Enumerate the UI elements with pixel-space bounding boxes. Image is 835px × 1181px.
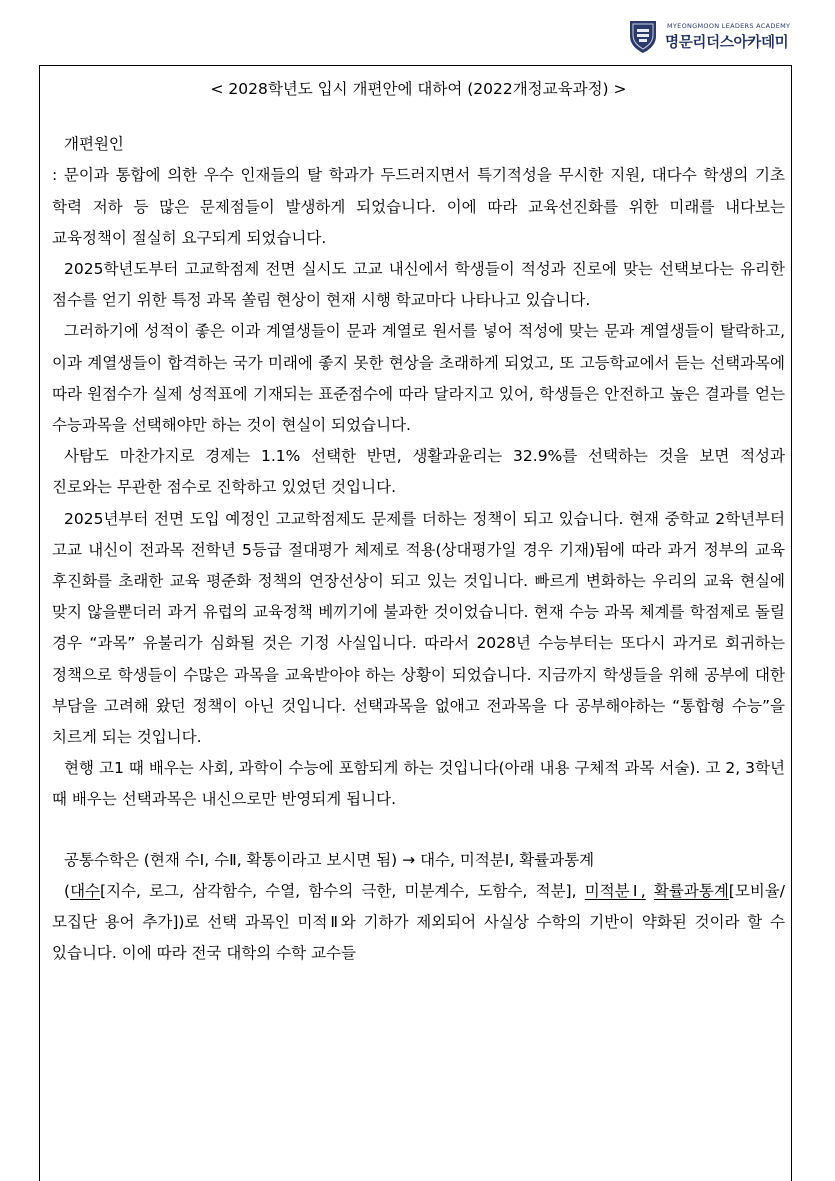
logo-name: 명문리더스아카데미 bbox=[665, 35, 789, 51]
section-heading: 개편원인 bbox=[64, 135, 124, 154]
logo-subtitle: MYEONGMOON LEADERS ACADEMY bbox=[667, 22, 791, 30]
paragraph: 사탐도 마찬가지로 경제는 1.1% 선택한 반면, 생활과윤리는 32.9%를 선택하는 것을 보면 적성과 진로와는 무관한 점수로 진학하고 있었던 것입니다. bbox=[52, 447, 785, 497]
algebra-detail: [지수, 로그, 삼각함수, 수열, 함수의 극한, 미분계수, 도함수, 적분], bbox=[100, 881, 585, 900]
spacer bbox=[52, 816, 785, 845]
paragraph: 2025년부터 전면 도입 예정인 고교학점제도 문제를 더하는 정책이 되고 있습니다. 현재 중학교 2학년부터 고교 내신이 전과목 전학년 5등급 절대평가 체제로 적용(상대평가일 경우 기재)됨에 따라 과거 정부의 교육 후진화를 초래한 교육 평준화 정책의 연장선상이 되고 있는 것입니다. 빠르게 변화하는 우리의 교육 현실에 맞지 않을뿐더러 과거 유럽의 교육정책 베끼기에 불과한 것이었습니다. 현재 수능 과목 체계를 학점제로 돌릴 경우 “과목” 유불리가 심화될 것은 기정 사실입니다. 따라서 2028년 수능부터는 또다시 과거로 회귀하는 정책으로 학생들이 수많은 과목을 교육받아야 하는 상황이 되었습니다. 지금까지 학생들을 위해 공부에 대한 부담을 고려해 왔던 정책이 아닌 것입니다. 선택과목을 없애고 전과목을 다 공부해야하는 “통합형 수능”을 치르게 되는 것입니다. bbox=[52, 509, 785, 747]
paragraph: 그러하기에 성적이 좋은 이과 계열생들이 문과 계열로 원서를 넣어 적성에 맞는 문과 계열생들이 탈락하고, 이과 계열생들이 합격하는 국가 미래에 좋지 못한 현상을 초래하게 되었고, 또 고등학교에서 듣는 선택과목에 따라 원점수가 실제 성적표에 기재되는 표준점수에 따라 달라지고 있어, 학생들은 안전하고 높은 결과를 얻는 수능과목을 선택해야만 하는 것이 현실이 되었습니다. bbox=[52, 322, 785, 435]
shield-logo-icon bbox=[627, 18, 659, 54]
math-paragraph bbox=[52, 876, 785, 970]
open-paren: ( bbox=[64, 881, 71, 900]
math-line: 공통수학은 (현재 수Ⅰ, 수Ⅱ, 확통이라고 보시면 됨) → 대수, 미적분Ⅰ, 확률과통계 bbox=[64, 850, 595, 869]
paragraph: : 문이과 통합에 의한 우수 인재들의 탈 학과가 두드러지면서 특기적성을 무시한 지원, 대다수 학생의 기초 학력 저하 등 많은 문제점들이 발생하게 되었습니다. 이에 따라 교육선진화를 위한 미래를 내다보는 교육정책이 절실히 요구되게 되었습니다. bbox=[52, 166, 785, 247]
calculus-term: 미적분Ⅰ, bbox=[584, 881, 646, 900]
document-body bbox=[52, 74, 785, 969]
document-title: < 2028학년도 입시 개편안에 대하여 (2022개정교육과정) > bbox=[210, 80, 627, 98]
algebra-term: 대수 bbox=[70, 881, 101, 900]
paragraph: 2025학년도부터 고교학점제 전면 실시도 고교 내신에서 학생들이 적성과 진로에 맞는 선택보다는 유리한 점수를 얻기 위한 특정 과목 쏠림 현상이 현재 시행 학교마다 나타나고 있습니다. bbox=[52, 260, 785, 310]
math-rest: [모비율/모집단 용어 추가])로 선택 과목인 미적Ⅱ와 기하가 제외되어 사실상 수학의 기반이 약화된 것이라 할 수 있습니다. 이에 따라 전국 대학의 수학 교수들 bbox=[52, 881, 785, 963]
academy-logo bbox=[627, 16, 797, 56]
paragraph: 현행 고1 때 배우는 사회, 과학이 수능에 포함되게 하는 것입니다(아래 내용 구체적 과목 서술). 고 2, 3학년 때 배우는 선택과목은 내신으로만 반영되게 됩니다. bbox=[52, 759, 785, 809]
stats-term: 확률과통계 bbox=[653, 881, 729, 900]
